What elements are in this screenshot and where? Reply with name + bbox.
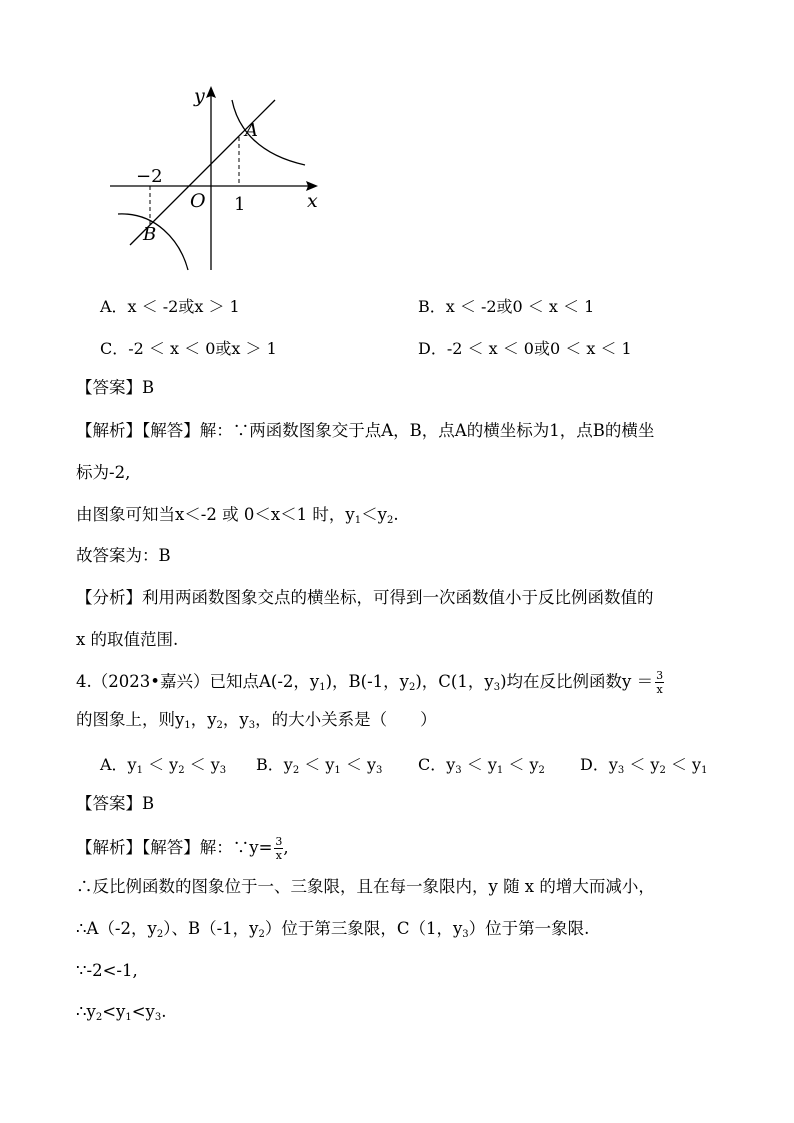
origin-label: O xyxy=(190,190,206,212)
subscript: 2 xyxy=(659,765,666,776)
q3-answer: 【答案】B xyxy=(76,378,155,397)
text-run: ＜ y xyxy=(299,755,335,774)
q4-stem-line1 xyxy=(76,670,664,698)
text-run: ）位于第一象限. xyxy=(468,919,590,938)
q3-analysis-line2: 标为-2, xyxy=(76,463,131,482)
q3-conclusion: 故答案为：B xyxy=(76,546,171,565)
subscript: 1 xyxy=(125,1012,132,1023)
text-run: ，y xyxy=(222,710,249,729)
text-run: <y xyxy=(102,1002,126,1021)
text-run: 由图象可知当x＜-2 或 0＜x＜1 时，y xyxy=(76,505,355,524)
text-run: ＜ y xyxy=(503,755,539,774)
text-run: ∴y xyxy=(76,1002,96,1021)
text-run: ＜ y xyxy=(340,755,376,774)
subscript: 1 xyxy=(701,765,708,776)
text-run: )，B(-1，y xyxy=(325,672,409,691)
text-run: A．y xyxy=(100,755,137,774)
subscript: 2 xyxy=(258,929,265,940)
text-run: )，C(1，y xyxy=(415,672,494,691)
text-run: B．y xyxy=(256,755,293,774)
q4-reason3: ∵-2<-1, xyxy=(76,961,138,980)
text-run: <y xyxy=(131,1002,155,1021)
q3-fenxi-line1: 【分析】利用两函数图象交点的横坐标，可得到一次函数值小于反比例函数值的 xyxy=(76,588,654,607)
text-run: 【解析】【解答】解：∵y= xyxy=(76,838,273,857)
y-axis-label: y xyxy=(194,85,205,107)
subscript: 2 xyxy=(95,1012,103,1023)
text-run: ）、B（-1，y xyxy=(163,919,259,938)
q3-option-b: B．x ＜ -2或0 ＜ x ＜ 1 xyxy=(418,297,595,316)
fraction-denominator: x xyxy=(656,683,663,696)
subscript: 1 xyxy=(136,765,143,776)
q3-analysis-line1: 【解析】【解答】解：∵两函数图象交于点A，B，点A的横坐标为1，点B的横坐 xyxy=(76,421,655,440)
subscript: 2 xyxy=(386,515,394,526)
text-run: ＜ y xyxy=(624,755,660,774)
q4-analysis xyxy=(76,836,289,861)
text-run: 的图象上，则y xyxy=(76,710,185,729)
text-run: )均在反比例函数y ＝ xyxy=(500,672,654,691)
tick-1-label: 1 xyxy=(234,194,246,215)
q3-fenxi-line2: x 的取值范围. xyxy=(76,630,179,649)
subscript: 3 xyxy=(376,765,383,776)
fraction-numerator: 3 xyxy=(275,835,283,848)
text-run: D．y xyxy=(580,755,618,774)
text-run: ＜ y xyxy=(184,755,220,774)
point-b-label: B xyxy=(143,224,157,245)
subscript: 2 xyxy=(178,765,185,776)
text-run: ＜ y xyxy=(142,755,179,774)
text-run: ＜ y xyxy=(665,755,702,774)
subscript: 1 xyxy=(184,720,191,731)
subscript: 2 xyxy=(538,765,545,776)
text-run: . xyxy=(161,1002,167,1021)
subscript: 3 xyxy=(462,929,469,940)
q4-option-d xyxy=(580,755,707,781)
subscript: 1 xyxy=(496,765,504,776)
text-run: ，的大小关系是（ ） xyxy=(255,710,437,729)
tick-neg2-label: −2 xyxy=(136,166,163,187)
subscript: 3 xyxy=(617,765,625,776)
subscript: 2 xyxy=(216,720,223,731)
subscript: 3 xyxy=(493,682,501,693)
q3-analysis-line3 xyxy=(76,505,399,531)
q3-option-d: D．-2 ＜ x ＜ 0或0 ＜ x ＜ 1 xyxy=(418,339,632,358)
q4-stem-line2 xyxy=(76,710,437,736)
text-run: 4.（2023•嘉兴）已知点A(-2，y xyxy=(76,672,320,691)
subscript: 3 xyxy=(154,1012,162,1023)
q4-reason1: ∴反比例函数的图象位于一、三象限，且在每一象限内，y 随 x 的增大而减小， xyxy=(76,877,655,896)
text-run: ，y xyxy=(190,710,217,729)
fraction-3-over-x xyxy=(655,670,664,695)
q3-option-c: C．-2 ＜ x ＜ 0或x ＞ 1 xyxy=(100,339,277,358)
function-graph xyxy=(100,80,330,280)
text-run: ＜y xyxy=(361,505,387,524)
x-axis-label: x xyxy=(307,190,318,212)
q4-option-a xyxy=(100,755,226,781)
subscript: 3 xyxy=(219,765,227,776)
text-run: . xyxy=(393,505,399,524)
text-run: ∴A（-2，y xyxy=(76,919,157,938)
subscript: 2 xyxy=(409,682,416,693)
subscript: 2 xyxy=(292,765,300,776)
subscript: 3 xyxy=(455,765,462,776)
subscript: 1 xyxy=(319,682,326,693)
text-run: C．y xyxy=(418,755,456,774)
subscript: 3 xyxy=(248,720,256,731)
point-a-label: A xyxy=(245,120,258,141)
subscript: 2 xyxy=(156,929,164,940)
fraction-denominator: x xyxy=(275,849,283,862)
fraction-numerator: 3 xyxy=(656,669,664,682)
q4-reason2 xyxy=(76,919,589,945)
q4-answer: 【答案】B xyxy=(76,794,155,813)
text-run: ＜ y xyxy=(461,755,497,774)
q3-option-a: A．x ＜ -2或x ＞ 1 xyxy=(100,297,240,316)
q4-reason4 xyxy=(76,1002,167,1028)
subscript: 1 xyxy=(334,765,341,776)
text-run: ）位于第三象限，C（1，y xyxy=(264,919,463,938)
q4-option-b xyxy=(256,755,382,781)
subscript: 1 xyxy=(354,515,362,526)
q4-option-c xyxy=(418,755,545,781)
text-run: , xyxy=(283,838,289,857)
